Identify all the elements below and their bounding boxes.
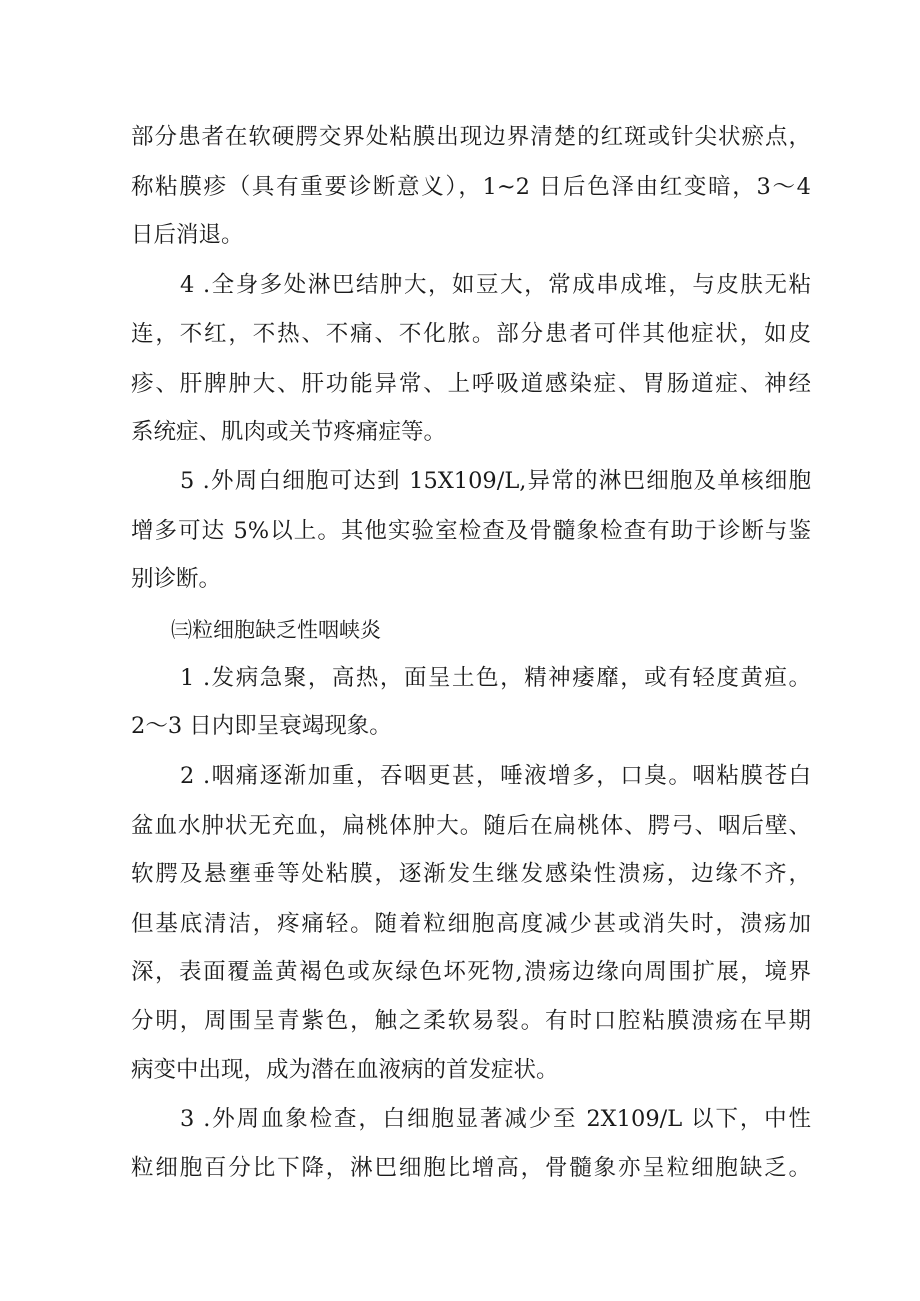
list-item-3: 3 .外周血象检查，白细胞显著减少至 2X109/L 以下，中性 (180, 1106, 811, 1132)
paragraph-line: 称粘膜疹（具有重要诊断意义），1~2 日后色泽由红变暗，3～4 (131, 174, 811, 200)
paragraph-line: 部分患者在软硬腭交界处粘膜出现边界清楚的红斑或针尖状瘀点， (131, 124, 811, 150)
list-item-4: 4 .全身多处淋巴结肿大，如豆大，常成串成堆，与皮肤无粘 (180, 272, 811, 298)
section-heading: ㈢粒细胞缺乏性咽峡炎 (171, 618, 381, 642)
paragraph-line: 疹、肝脾肿大、肝功能异常、上呼吸道感染症、胃肠道症、神经 (131, 371, 811, 397)
paragraph-line: 日后消退。 (131, 222, 244, 248)
paragraph-line: 深，表面覆盖黄褐色或灰绿色坏死物,溃疡边缘向周围扩展，境界 (131, 959, 811, 985)
list-item-1: 1 .发病急聚，高热，面呈土色，精神痿靡，或有轻度黄疸。 (180, 665, 811, 691)
paragraph-line: 盆血水肿状无充血，扁桃体肿大。随后在扁桃体、腭弓、咽后壁、 (131, 813, 811, 839)
paragraph-line: 软腭及悬壅垂等处粘膜，逐渐发生继发感染性溃疡，边缘不齐， (131, 861, 811, 887)
paragraph-line: 粒细胞百分比下降，淋巴细胞比增高，骨髓象亦呈粒细胞缺乏。 (131, 1155, 811, 1181)
list-item-2: 2 .咽痛逐渐加重，吞咽更甚，唾液增多，口臭。咽粘膜苍白 (180, 763, 811, 789)
paragraph-line: 分明，周围呈青紫色，触之柔软易裂。有时口腔粘膜溃疡在早期 (131, 1008, 811, 1034)
paragraph-line: 2～3 日内即呈衰竭现象。 (131, 713, 392, 739)
paragraph-line: 连，不红，不热、不痛、不化脓。部分患者可伴其他症状，如皮 (131, 321, 811, 347)
paragraph-line: 但基底清洁，疼痛轻。随着粒细胞高度减少甚或消失时，溃疡加 (131, 911, 811, 937)
paragraph-line: 别诊断。 (131, 566, 222, 592)
paragraph-line: 病变中出现，成为潜在血液病的首发症状。 (131, 1057, 559, 1083)
paragraph-line: 系统症、肌肉或关节疼痛症等。 (131, 419, 447, 445)
paragraph-line: 增多可达 5%以上。其他实验室检查及骨髓象检查有助于诊断与鉴 (131, 518, 811, 544)
list-item-5: 5 .外周白细胞可达到 15X109/L,异常的淋巴细胞及单核细胞 (180, 468, 811, 494)
